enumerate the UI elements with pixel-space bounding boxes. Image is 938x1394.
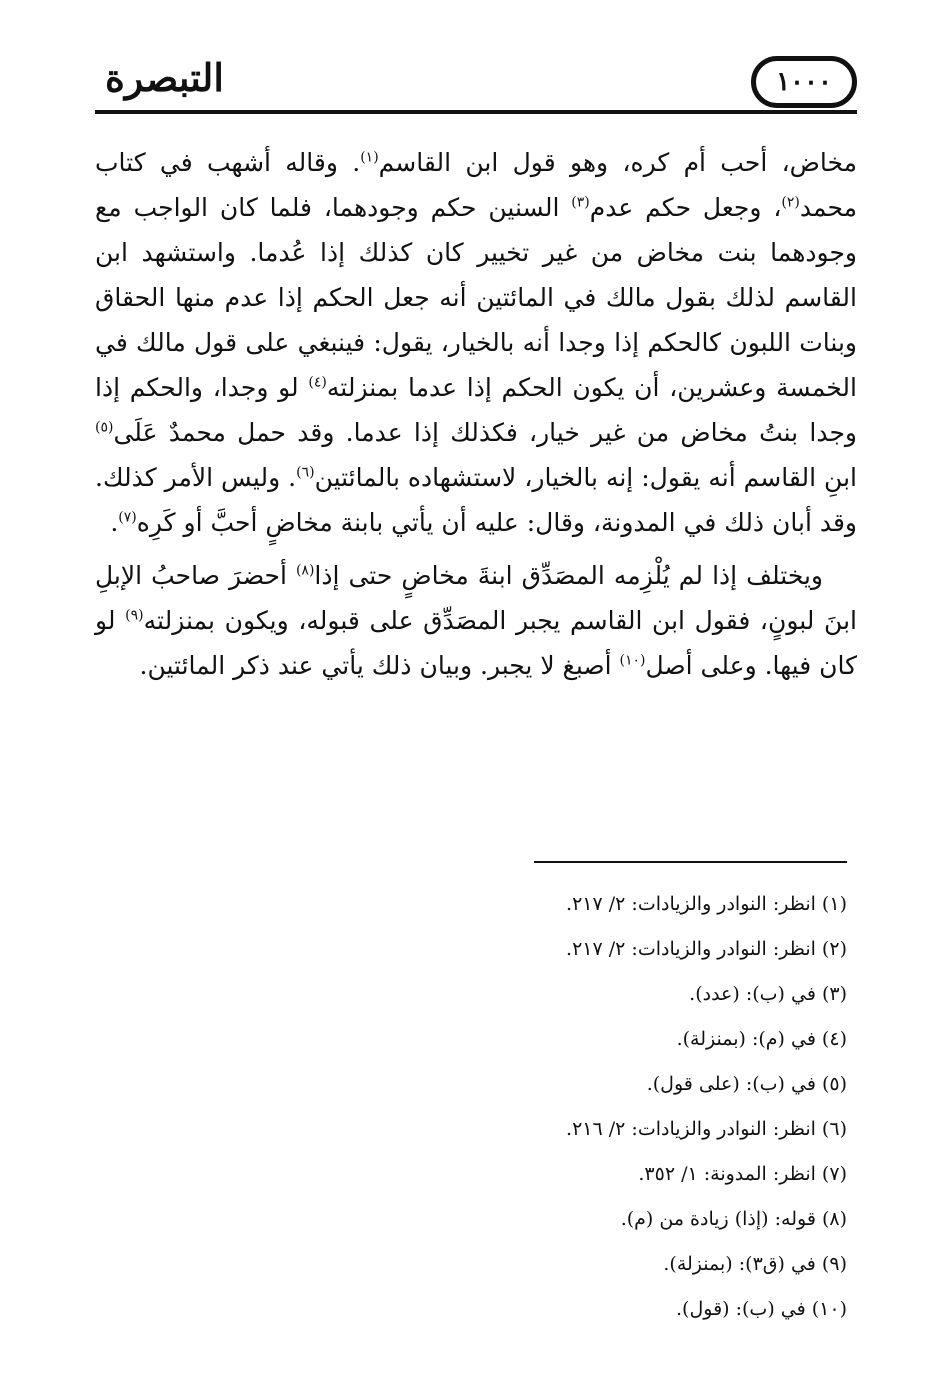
text-run: أصبغ لا يجبر. وبيان ذلك يأتي عند ذكر المائتين. [139,651,620,680]
text-run: . وليس الأمر كذلك. وقد أبان ذلك في المدونة، وقال: عليه أن يأتي بابنة مخاضٍ أحبَّ أو كَرِه [95,463,857,537]
text-run: لو كان فيها. وعلى أصل [95,606,857,680]
text-run: ويختلف إذا لم يُلْزِمه المصَدِّق ابنةَ مخاضٍ حتى إذا [314,561,823,590]
footnote-ref-10: (١٠) [619,652,646,669]
footnote-1: (١) انظر: النوادر والزيادات: ٢/ ٢١٧. [566,893,847,915]
main-text [95,140,857,688]
footnote-ref-4: (٤) [308,374,327,391]
footnotes [300,882,847,1332]
paragraph-1 [95,140,857,545]
footnote-ref-6: (٦) [296,464,315,481]
footnote-ref-7: (٧) [118,509,137,526]
footnote-ref-9: (٩) [125,607,144,624]
footnote-7: (٧) انظر: المدونة: ١/ ٣٥٢. [638,1163,847,1185]
footnote-9: (٩) في (ق٣): (بمنزلة). [663,1253,847,1275]
text-run: ، وجعل حكم عدم [589,193,782,222]
footnote-6: (٦) انظر: النوادر والزيادات: ٢/ ٢١٦. [566,1118,847,1140]
footnote-separator [534,861,847,863]
header-rule [95,110,857,114]
text-run: أحضرَ صاحبُ الإبلِ ابنَ لبونٍ، فقول ابن القاسم يجبر المصَدِّق على قبوله، ويكون بمنزلته [95,561,857,635]
footnote-8: (٨) قوله: (إذا) زيادة من (م). [620,1208,847,1230]
footnote-ref-5: (٥) [95,419,114,436]
footnote-4: (٤) في (م): (بمنزلة). [676,1028,847,1050]
footnote-ref-2: (٢) [781,194,800,211]
footnote-ref-8: (٨) [295,562,315,579]
text-run: . وقاله أشهب في كتاب محمد [95,148,857,222]
footnote-10: (١٠) في (ب): (قول). [676,1298,847,1320]
footnote-ref-3: (٣) [571,194,590,211]
footnote-ref-1: (١) [360,149,379,166]
footnote-2: (٢) انظر: النوادر والزيادات: ٢/ ٢١٧. [566,938,847,960]
text-run: السنين حكم وجودهما، فلما كان الواجب مع وجودهما بنت مخاض من غير تخيير كان كذلك إذا عُدما. واستشهد ابن القاسم لذلك بقول مالك في المائتين أنه جعل الحكم إذا عدم منها الحقاق وبنات اللبون كالحكم إذا وجدا أنه بالخيار، يقول: فينبغي على قول مالك في الخمسة وعشرين، أن يكون الحكم إذا عدما بمنزلته [95,193,857,402]
page-number [751,56,857,108]
text-run: لو وجدا، والحكم إذا وجدا بنتُ مخاض من غير خيار، فكذلك إذا عدما. وقد حمل محمدٌ عَلَى [95,373,857,447]
footnote-5: (٥) في (ب): (على قول). [646,1073,847,1095]
book-title: التبصرة [105,55,224,100]
paragraph-2 [95,553,857,688]
footnote-3: (٣) في (ب): (عدد). [689,983,847,1005]
page-number-text: ١٠٠٠ [776,67,832,97]
page-header [95,52,857,114]
text-run: مخاض، أحب أم كره، وهو قول ابن القاسم [378,148,858,177]
text-run: . [110,508,119,537]
text-run: ابنِ القاسم أنه يقول: إنه بالخيار، لاستشهاده بالمائتين [314,463,857,492]
